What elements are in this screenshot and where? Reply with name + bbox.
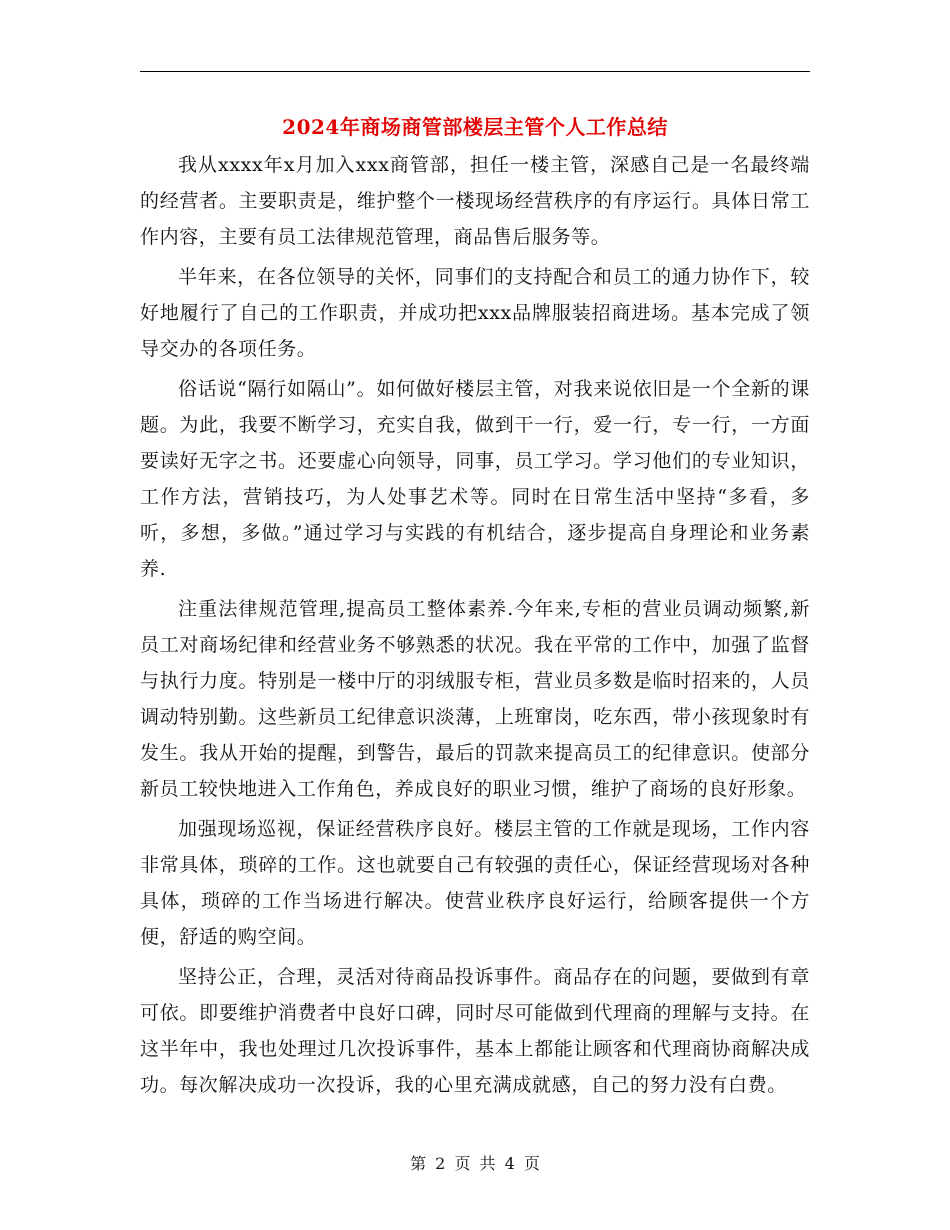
- document-title: 2024年商场商管部楼层主管个人工作总结: [282, 115, 668, 139]
- page-number-footer: 第 2 页 共 4 页: [410, 1154, 540, 1173]
- paragraph-intro: 我从xxxx年x月加入xxx商管部，担任一楼主管，深感自己是一名最终端的经营者。主要职责是，维护整个一楼现场经营秩序的有序运行。具体日常工作内容，主要有员工法律规范管理，商品售后服务等。: [140, 154, 810, 248]
- paragraph-learning: 俗话说“隔行如隔山”。如何做好楼层主管，对我来说依旧是一个全新的课题。为此，我要不断学习，充实自我，做到干一行，爱一行，专一行，一方面要读好无字之书。还要虚心向领导，同事，员工学习。学习他们的专业知识，工作方法，营销技巧，为人处事艺术等。同时在日常生活中坚持“多看，多听，多想，多做。”通过学习与实践的有机结合，逐步提高自身理论和业务素养.: [140, 378, 810, 580]
- paragraph-complaints: 坚持公正，合理，灵活对待商品投诉事件。商品存在的问题，要做到有章可依。即要维护消费者中良好口碑，同时尽可能做到代理商的理解与支持。在这半年中，我也处理过几次投诉事件，基本上都能让顾客和代理商协商解决成功。每次解决成功一次投诉，我的心里充满成就感，自己的努力没有白费。: [140, 966, 810, 1096]
- paragraph-half-year: 半年来，在各位领导的关怀，同事们的支持配合和员工的通力协作下，较好地履行了自己的工作职责，并成功把xxx品牌服装招商进场。基本完成了领导交办的各项任务。: [140, 266, 810, 360]
- paragraph-staff-management: 注重法律规范管理,提高员工整体素养.今年来,专柜的营业员调动频繁,新员工对商场纪律和经营业务不够熟悉的状况。我在平常的工作中，加强了监督与执行力度。特别是一楼中厅的羽绒服专柜，营业员多数是临时招来的，人员调动特别勤。这些新员工纪律意识淡薄，上班窜岗，吃东西，带小孩现象时有发生。我从开始的提醒，到警告，最后的罚款来提高员工的纪律意识。使部分新员工较快地进入工作角色，养成良好的职业习惯，维护了商场的良好形象。: [140, 598, 810, 800]
- document-body: [140, 147, 810, 1107]
- header-rule: [140, 71, 810, 72]
- paragraph-site-inspection: 加强现场巡视，保证经营秩序良好。楼层主管的工作就是现场，工作内容非常具体，琐碎的工作。这也就要自己有较强的责任心，保证经营现场对各种具体，琐碎的工作当场进行解决。使营业秩序良好运行，给顾客提供一个方便，舒适的购空间。: [140, 818, 810, 948]
